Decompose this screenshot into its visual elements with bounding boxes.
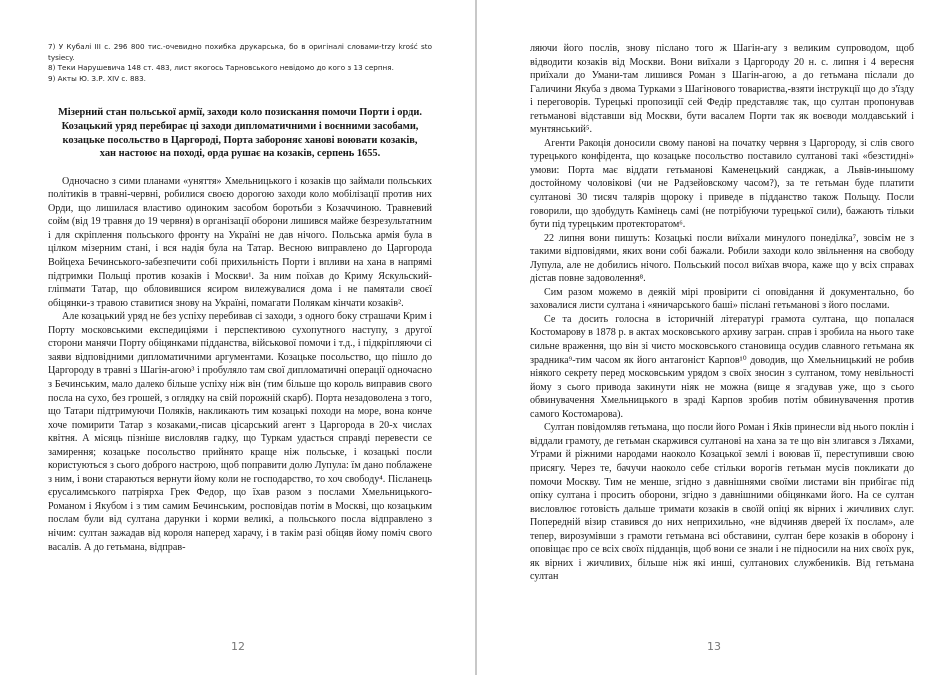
footnote-7: 7) У Кубалі III с. 296 800 тис.-очевидно похибка друкарська, бо в оригіналі словами-trzy krość sto tysiecy. <box>48 42 432 62</box>
left-paragraph: Одночасно з сими планами «уняття» Хмельницького і козаків що займали польських політиків в травні-червні, робилися своєю дорогою заходи коло мобілізації против них Орди, що лишилася властиво одиноким засобом боротьби з Козаччиною. Травневий сойм (від 19 травня до 19 червня) в організації оборони лишився майже безрезультатним і для скріплення польського фронту на Україні не дав нічого. Польська армія була в цілком мізерним стані, і вся надія була на Татар. Весною виправлено до Царгорода Войцеха Бечинського-забезпечити собі прихильність Порти і впливи на хана в напрямі підтримки Польщі против козаків і Москви¹. За ним поїхав до Криму Яскульский-гліпмати Татар, що обловившися ясиром вилежувалися дома і не памятали своєї обіцянки-з травою ставитися знову на Україні, помагати Полякам кінчати козаків². <box>48 175 432 309</box>
right-paragraph: Агенти Ракоція доносили свому панові на початку червня з Царгороду, зі слів свого турецького конфідента, що козацьке посольство поставило султанові такі «безстидні» умови: Порта має віддати гетьманові Каменецький санджак, а Львів-иньшому достойному чоловікові (чи не Радзейовскому часом?), за те гетьман буде платити султанові 30 тисяч талярів щороку і приведе в підданство також Польщу. Посли говорили, що здобудуть Камінець самі (не потрібуючи турецької сили), бажають тільки бути під турецьким протекторатом⁶. <box>530 137 914 231</box>
right-paragraph: Султан повідомляв гетьмана, що посли його Роман і Яків принесли від нього поклін і віддали грамоту, де гетьман скаржився султанові на хана за те що він злигався з Ляхами, Уграми й ріжними народами наоколо Козацької землі і воював її, переступивши свою присягу. Через те, бачучи наоколо себе стільки ворогів гетьман мусів покликати до помочи Москву. Тим не менше, згідно з давнішнями своїми листами він прибігає під опіку султана і просить оборони, згідно з давнішними обіцянками його. На се султан висловлює готовість дальше тримати козаків в своїй опіці як вірних і жичливих слуг. Попередній візир ставився до них неприхильно, «не відчиняв дверей їх послам», але тепер, вирозумівши з грамоти гетьмана всі обставини, султан бере козаків в оборону і оповіщає про се всіх своїх підданців, щоб вони се знали і не підносили на них своїх рук, як вірних і жичливих, більше ніж які инші, султанових службеників. Від гетьмана султан <box>530 422 914 583</box>
left-page-content <box>48 42 432 554</box>
footnote-8: 8) Теки Нарушевича 148 ст. 483, лист якогось Тарновського невідомо до кого з 13 серпня. <box>48 63 394 73</box>
right-paragraph: 22 липня вони пишуть: Козацькі посли виїхали минулого понеділка⁷, зовсім не з такими відповідями, яких вони собі бажали. Робили заходи коло звільнення на свободу Лупула, але не добились нічого. Польський посол виїхав вчора, каже що у всіх справах дістав повне задоволення⁸. <box>530 232 914 285</box>
footnote-9: 9) Акты Ю. З.Р. XIV с. 883. <box>48 73 146 83</box>
right-paragraph: Сим разом можемо в деякій мірі провірити сі оповідання й документально, бо заховалися листи султана і «яничарського баші» післані гетьманові з його послами. <box>530 286 914 312</box>
page-number-left: 12 <box>231 640 245 653</box>
right-page-content <box>530 42 914 584</box>
page-number-right: 13 <box>707 640 721 653</box>
right-paragraph: Се та досить голосна в історичній літературі грамота султана, що попалася Костомарову в 1878 р. в актах московського архиву загран. справ і зробила на нього таке сильне враження, що він зі чисто московського становища осудив славного гетьмана як зрадника⁹-тим часом як його антагоніст Карпов¹⁰ доводив, що Хмельницький не робив ніякого секрету перед московським урядом з своїх зносин з султаном, тому невільності йому з сього привода закинути ніяк не можна (вище я згадував уже, що з сього обвинувачення Хмельницького в зраді Карпов зробив потім обвинувачення против самого Костомарова). <box>530 313 914 420</box>
left-paragraph: Але козацький уряд не без успіху перебивав сі заходи, з одного боку страшачи Крим і Порту московськими експедиціями і перспективою сухопутного наступу, з другої сторони манячи Порту обіцянками підданства, військової помочи і т.д., і підкріпляючи сі заяви відповідними дипломатичними аргументами. Козацьке посольство, що пішло до Царгороду в травні з Шагін-агою³ і пробуляло там свої дипломатичні операції одночасно з Бечинським, мало далеко більше успіху ніж він (тим більше що король виправив свого посла на сухо, без грошей, з оглядку на свій порожній скарб). Порта незадоволена з того, що Татари підтримуючи Поляків, накликають тим козацькі походи на море, вона конче хоче помирити Татар з козаками,-писав цісарський агент з Царгорода в 20-х числах квітня. А місяць пізніше висловляв гадку, що Туркам удасться справді перевести се замирення; козацьке посольство прийнято краще ніж польське, і козацькі посли користуються з сього доброго настрою, щоб поправити долю Лупула: їм дано поблажене з ним, і вони стараються вернути йому коли не господарство, то хоч свободу⁴. Післанець єрусалимського патріярха Грек Федор, що їхав разом з послами Хмельницького-Романом і Якубом і з тим самим Бечинським, росповідав потім в Москві, що козацьким послам були від султана дарунки і корми великі, а польського посла відправлено з нічим: султан зажадав від короля наперед харачу, і в такім разі обіцяв йому поміч свого васалів. А до гетьмана, відправ- <box>48 311 432 553</box>
section-heading: Мізерний стан польської армії, заходи коло позискання помочи Порти і орди. Козацький уряд перебирає ці заходи дипломатичними і воєнними засобами, козацьке посольство в Царгороді, Порта забороняє ханові воювати козаків, хан настоює на поході, орда рушає на козаків, серпень 1655. <box>58 107 422 160</box>
right-paragraph: ляючи його послів, знову післано того ж Шагін-агу з великим супроводом, щоб відводити козаків від Москви. Вони виїхали з Царгороду 20 н. с. липня і 4 вересня приїхали до Умани-там лишився Роман з Шагін-агою, а до гетьмана післали до Галичини Якуба з двома Турками з Шагінового товариства,-взяти інструкції що до з'їзду і переговорів. Турецькі пропозиції сей Федір представляє так, що султан пропонував гетьманові відставши від Москви, бути васалем Порти так як воєводи молдавський і мунтянський⁵. <box>530 43 914 136</box>
right-page <box>476 0 952 675</box>
